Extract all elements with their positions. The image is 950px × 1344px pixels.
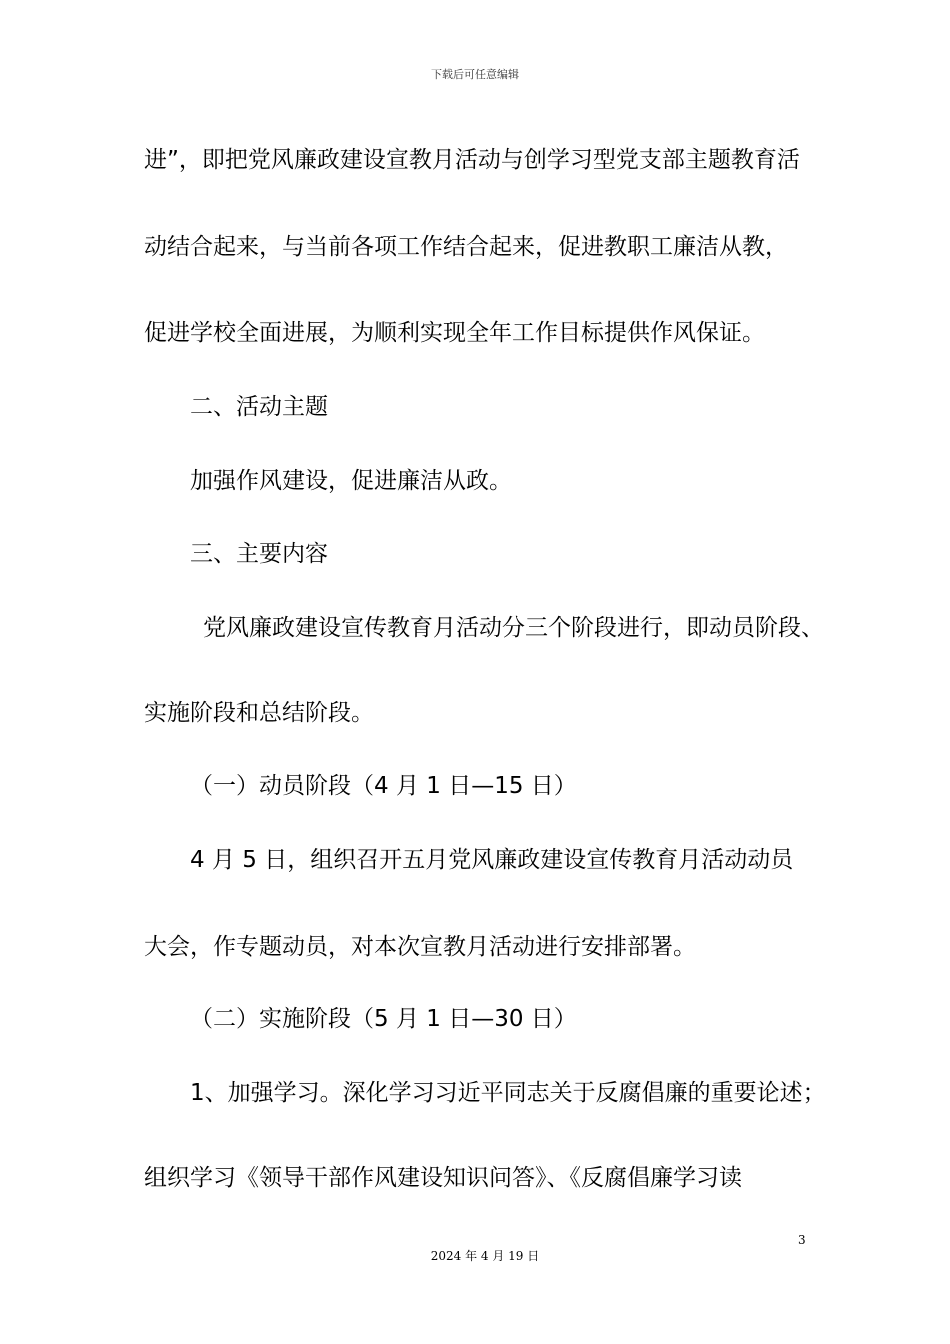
body-line: 4 月 5 日，组织召开五月党风廉政建设宣传教育月活动动员	[190, 847, 794, 873]
section-heading: 二、活动主题	[190, 394, 328, 420]
body-line: 促进学校全面进展，为顺利实现全年工作目标提供作风保证。	[144, 320, 765, 346]
body-line: 动结合起来，与当前各项工作结合起来，促进教职工廉洁从教，	[144, 234, 788, 260]
body-line: 1、加强学习。深化学习习近平同志关于反腐倡廉的重要论述；	[190, 1080, 826, 1106]
footer-date: 2024 年 4 月 19 日	[430, 1249, 540, 1263]
subsection-heading: （二）实施阶段（5 月 1 日—30 日）	[190, 1006, 577, 1032]
body-line: 实施阶段和总结阶段。	[144, 700, 374, 726]
body-line: 大会，作专题动员，对本次宣教月活动进行安排部署。	[144, 934, 696, 960]
body-line: 党风廉政建设宣传教育月活动分三个阶段进行，即动员阶段、	[203, 615, 824, 641]
body-line: 加强作风建设，促进廉洁从政。	[190, 468, 512, 494]
body-line: 进”，即把党风廉政建设宣教月活动与创学习型党支部主题教育活	[144, 147, 800, 173]
section-heading: 三、主要内容	[190, 541, 328, 567]
page-number: 3	[798, 1233, 806, 1247]
body-line: 组织学习《领导干部作风建设知识问答》、《反腐倡廉学习读	[144, 1165, 742, 1191]
page-header: 下载后可任意编辑	[431, 68, 519, 81]
subsection-heading: （一）动员阶段（4 月 1 日—15 日）	[190, 773, 577, 799]
